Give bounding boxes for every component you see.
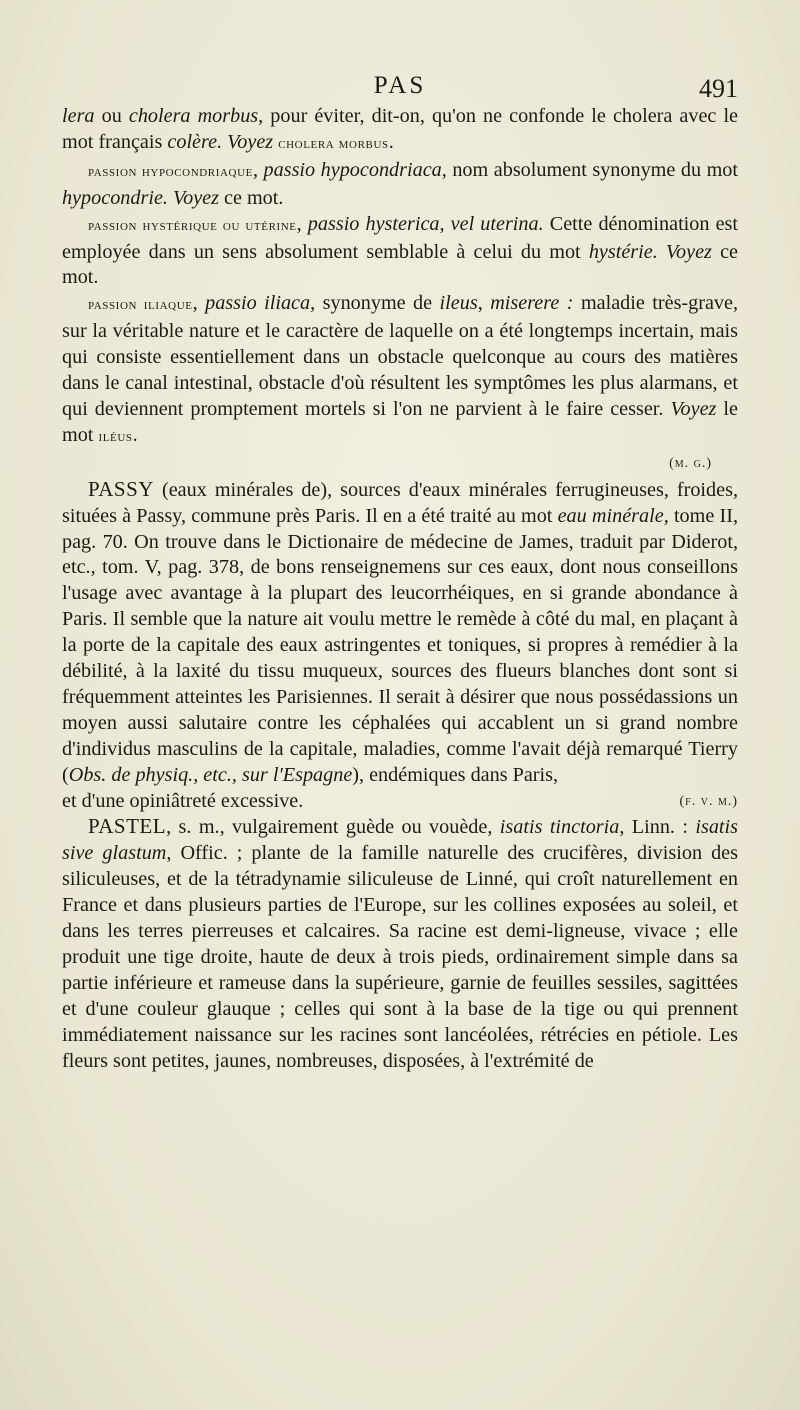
author-signature: (f. v. m.): [679, 793, 738, 809]
author-signature: (m. g.): [669, 455, 712, 471]
entry-passion-iliaque: passion iliaque, passio iliaca, synonyme de ileus, miserere : maladie très-grave, sur la véritable nature et le caractère de laquelle on a été longtemps incertain, mais qui consiste essentiellement dans un obstacle quelconque au cours des matières dans le canal intestinal, obstacle d'où résultent les symptômes les plus alarmans, et qui deviennent promptement mortels si l'on ne parvient à le faire cesser. Voyez le mot iléus.: [62, 292, 739, 446]
entry-headword: passion iliaque: [88, 297, 193, 314]
page-header: [62, 68, 738, 108]
entry-passy-last-line: et d'une opiniâtreté excessive. (f. v. m.): [62, 789, 738, 815]
running-head: PAS: [373, 72, 427, 99]
entry-passion-hysterique: passion hystérique ou utérine, passio hysterica, vel uterina. Cette dénomination est employée dans un sens absolument semblable à celui du mot hystérie. Voyez ce mot.: [62, 212, 738, 289]
page-body: [62, 104, 738, 1075]
entry-headword: passion hystérique ou utérine: [88, 217, 297, 234]
entry-headword: PASSY: [88, 476, 154, 501]
entry-headword: PASTEL: [88, 814, 167, 839]
entry-cholera-continuation: lera ou cholera morbus, pour éviter, dit-on, qu'on ne confonde le cholera avec le mot français colère. Voyez cholera morbus.: [62, 105, 739, 153]
entry-headword: passion hypocondriaque: [88, 163, 253, 180]
entry-pastel: PASTEL, s. m., vulgairement guède ou vouède, isatis tinctoria, Linn. : isatis sive glastum, Offic. ; plante de la famille naturelle des crucifères, division des siliculeuses, et de la tétradynamie siliculeuse de Linné, qui croît naturellement en France et dans plusieurs parties de l'Europe, sur les collines exposées au soleil, et dans les terres pierreuses et calcaires. Sa racine est demi-ligneuse, vivace ; elle produit une tige droite, haute de deux à trois pieds, ordinairement simple dans sa partie inférieure et rameuse dans la supérieure, garnie de feuilles sessiles, sagittées et d'une couleur glauque ; celles qui sont à la base de la tige ou qui prennent immédiatement naissance sur les racines sont lancéolées, rétrécies en pétiole. Les fleurs sont petites, jaunes, nombreuses, disposées, à l'extrémité de: [62, 814, 738, 1072]
page-number: 491: [699, 74, 738, 103]
entry-passion-hypocondriaque: passion hypocondriaque, passio hypocondriaca, nom absolument synonyme du mot hypocondrie. Voyez ce mot.: [62, 158, 739, 209]
entry-passy: PASSY (eaux minérales de), sources d'eaux minérales ferrugineuses, froides, situées à Passy, commune près Paris. Il en a été traité au mot eau minérale, tome II, pag. 70. On trouve dans le Dictionaire de médecine de James, traduit par Diderot, etc., tom. V, pag. 378, de bons renseignemens sur ces eaux, dont nous conseillons l'usage avec avantage à la plupart des leucorrhéiques, en si grande abondance à Paris. Il semble que la nature ait voulu mettre le remède à côté du mal, en plaçant à la porte de la capitale des eaux astringentes et toniques, si propres à remédier à la débilité, à la laxité du tissu muqueux, sources des flueurs blanches dont sont si fréquemment atteintes les Parisiennes. Il serait à désirer que nous possédassions un moyen aussi salutaire contre les céphalées qui accablent un si grand nombre d'individus masculins de la capitale, maladies, comme l'avait déjà remarqué Tierry (Obs. de physiq., etc., sur l'Espagne), endémiques dans Paris,: [62, 476, 738, 786]
